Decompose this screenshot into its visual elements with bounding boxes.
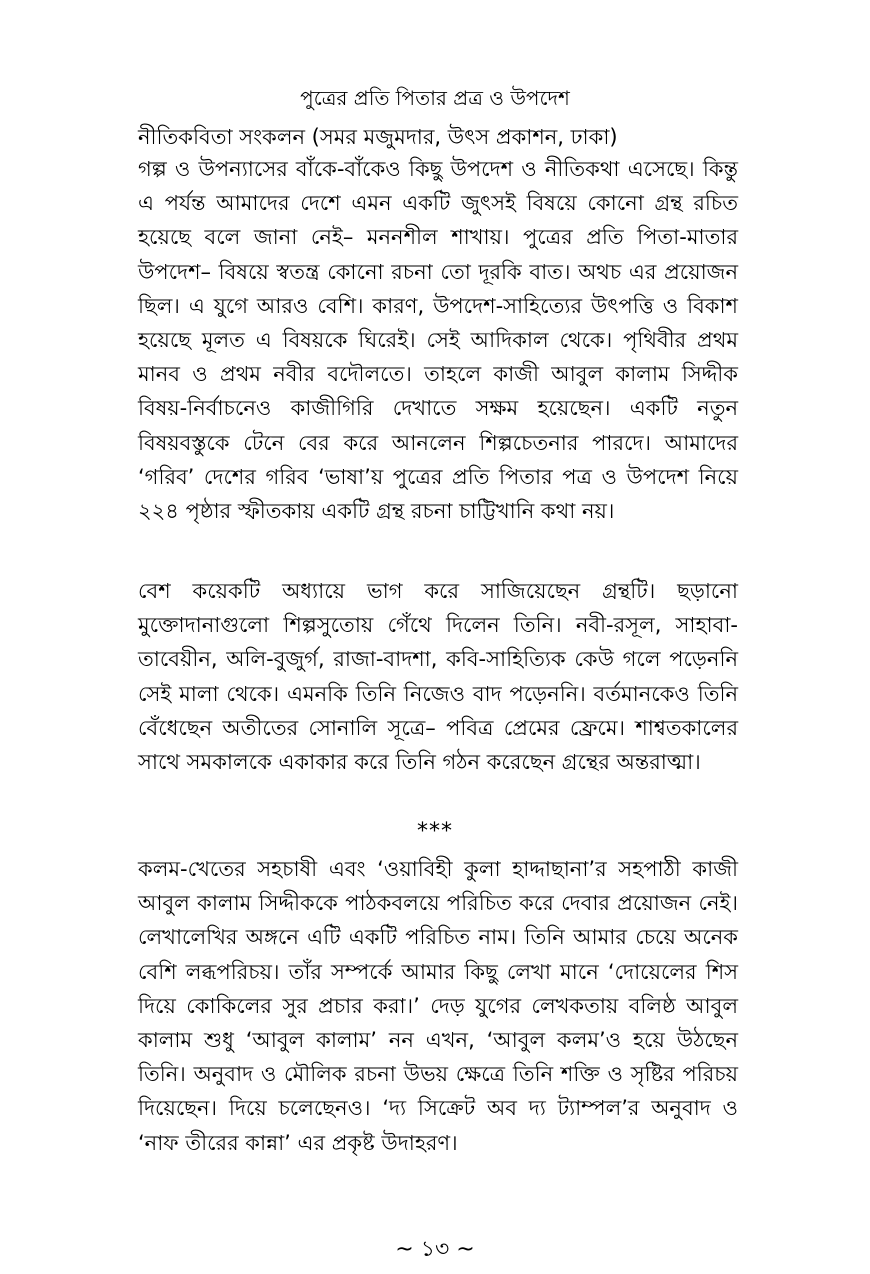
section-separator: *** (417, 819, 453, 844)
source-citation: নীতিকবিতা সংকলন (সমর মজুমদার, উৎস প্রকাশন, ঢাকা) (138, 125, 618, 149)
body-paragraph-2: বেশ কয়েকটি অধ্যায়ে ভাগ করে সাজিয়েছেন গ্রন্থটি। ছড়ানো মুক্তোদানাগুলো শিল্পসুতোয় গেঁথে দিলেন তিনি। নবী-রসূল, সাহাবা-তাবেয়ীন, অলি-বুজুর্গ, রাজা-বাদশা, কবি-সাহিত্যিক কেউ গলে পড়েননি সেই মালা থেকে। এমনকি তিনি নিজেও বাদ পড়েননি। বর্তমানকেও তিনি বেঁধেছেন অতীতের সোনালি সূত্রে– পবিত্র প্রেমের ফ্রেমে। শাশ্বতকালের সাথে সমকালকে একাকার করে তিনি গঠন করেছেন গ্রন্থের অন্তরাত্মা। (138, 579, 738, 775)
page-number: ~ ১৩ ~ (395, 1237, 475, 1262)
body-paragraph-1: গল্প ও উপন্যাসের বাঁকে-বাঁকেও কিছু উপদেশ ও নীতিকথা এসেছে। কিন্তু এ পর্যন্ত আমাদের দেশে এমন একটি জুৎসই বিষয়ে কোনো গ্রন্থ রচিত হয়েছে বলে জানা নেই– মননশীল শাখায়। পুত্রের প্রতি পিতা-মাতার উপদেশ– বিষয়ে স্বতন্ত্র কোনো রচনা তো দূরকি বাত। অথচ এর প্রয়োজন ছিল। এ যুগে আরও বেশি। কারণ, উপদেশ-সাহিত্যের উৎপত্তি ও বিকাশ হয়েছে মূলত এ বিষয়কে ঘিরেই। সেই আদিকাল থেকে। পৃথিবীর প্রথম মানব ও প্রথম নবীর বদৌলতে। তাহলে কাজী আবুল কালাম সিদ্দীক বিষয়-নির্বাচনেও কাজীগিরি দেখাতে সক্ষম হয়েছেন। একটি নতুন বিষয়বস্তুকে টেনে বের করে আনলেন শিল্পচেতনার পারদে। আমাদের ‘গরিব’ দেশের গরিব ‘ভাষা’য় পুত্রের প্রতি পিতার পত্র ও উপদেশ নিয়ে ২২৪ পৃষ্ঠার স্ফীতকায় একটি গ্রন্থ রচনা চাট্টিখানি কথা নয়। (138, 157, 738, 524)
running-header: পুত্রের প্রতি পিতার প্রত্র ও উপদেশ (300, 86, 570, 110)
body-paragraph-3: কলম-খেতের সহচাষী এবং ‘ওয়াবিহী কুলা হাদ্দাছানা’র সহপাঠী কাজী আবুল কালাম সিদ্দীককে পাঠকবলয়ে পরিচিত করে দেবার প্রয়োজন নেই। লেখালেখির অঙ্গনে এটি একটি পরিচিত নাম। তিনি আমার চেয়ে অনেক বেশি লব্ধপরিচয়। তাঁর সম্পর্কে আমার কিছু লেখা মানে ‘দোয়েলের শিস দিয়ে কোকিলের সুর প্রচার করা।’ দেড় যুগের লেখকতায় বলিষ্ঠ আবুল কালাম শুধু ‘আবুল কালাম’ নন এখন, ‘আবুল কলম’ও হয়ে উঠছেন তিনি। অনুবাদ ও মৌলিক রচনা উভয় ক্ষেত্রে তিনি শক্তি ও সৃষ্টির পরিচয় দিয়েছেন। দিয়ে চলেছেনও। ‘দ্য সিক্রেট অব দ্য ট্যাম্পল’র অনুবাদ ও ‘নাফ তীরের কান্না’ এর প্রকৃষ্ট উদাহরণ। (138, 857, 738, 1155)
